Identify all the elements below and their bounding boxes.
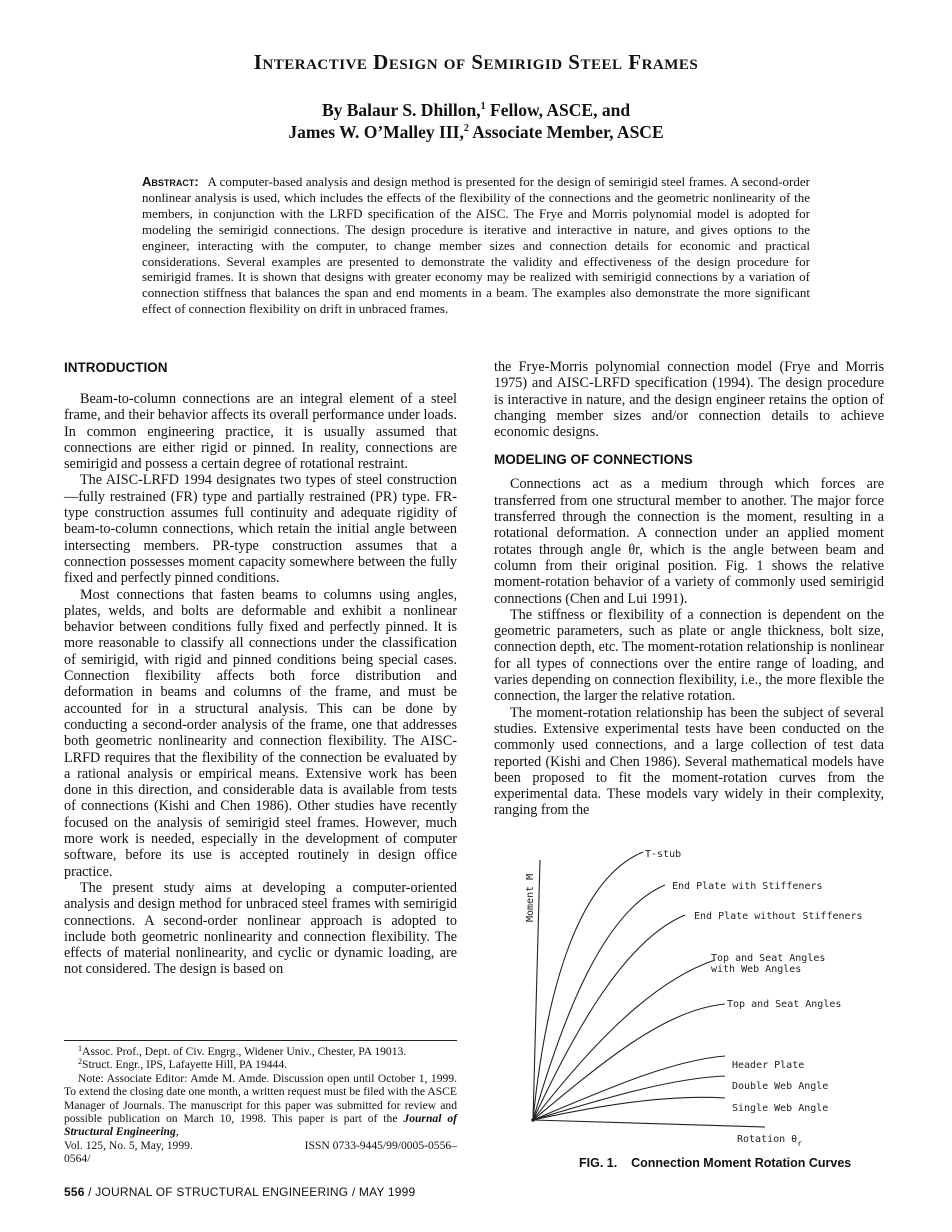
paper-title: Interactive Design of Semirigid Steel Frames	[253, 50, 699, 74]
figure-caption: FIG. 1. Connection Moment Rotation Curves	[579, 1156, 852, 1170]
x-axis	[533, 1120, 765, 1127]
paragraph: Connections act as a medium through which forces are transferred from one structural member to another. The major force transferred through the connection is the moment, resulting in a rotational deformation. A connection under an applied moment rotates through angle θr, which is the angle between beam and column from their original position. Fig. 1 shows the relative moment-rotation behavior of a variety of commonly used semirigid connections (Chen and Lui 1991).	[494, 476, 884, 607]
issn-continuation: 0564/	[64, 1152, 91, 1166]
x-axis-label: Rotation $\theta_r$	[737, 1134, 803, 1148]
y-axis-label: Moment M	[525, 873, 536, 922]
volume-info: Vol. 125, No. 5, May, 1999.	[64, 1138, 193, 1152]
label-top-seat-web-1: Top and Seat Angles	[711, 953, 826, 964]
footnotes	[64, 1045, 457, 1166]
author-block	[0, 99, 952, 143]
footnote-divider	[64, 1040, 457, 1041]
curve-end-plate-without-stiffeners	[533, 915, 685, 1120]
author-line-2: James W. O’Malley III,$^2$ Associate Member, ASCE	[288, 122, 664, 142]
label-header-plate: Header Plate	[732, 1060, 805, 1071]
abstract-label: Abstract:	[142, 174, 199, 189]
curve-end-plate-with-stiffeners	[533, 885, 665, 1120]
label-end-plate-no-stiffeners: End Plate without Stiffeners	[694, 911, 863, 922]
abstract	[142, 174, 810, 317]
label-t-stub: T-stub	[645, 849, 682, 860]
editorial-note: Note: Associate Editor: Amde M. Amde. Discussion open until October 1, 1999. To extend the closing date one month, a written request must be filed with the ASCE Manager of Journals. The manuscript for this paper was submitted for review and possible publication on March 10, 1998. This paper is part of the Journal of Structural Engineering,	[64, 1071, 457, 1139]
label-double-web-angle: Double Web Angle	[732, 1081, 829, 1092]
curve-t-stub	[533, 852, 643, 1120]
label-top-seat: Top and Seat Angles	[727, 999, 842, 1010]
abstract-text: A computer-based analysis and design method is presented for the design of semirigid steel frames. A second-order nonlinear analysis is used, which includes the effects of the flexibility of the connections and the geometric nonlinearity of the members, in conjunction with the LRFD specification of the AISC. The Frye and Morris polynomial model is adopted for modeling the semirigid connections. The design procedure is iterative and interactive in nature, and gives options to the engineer, interacting with the computer, to change member sizes and connection details for economic and practical considerations. Several examples are presented to demonstrate the validity and effectiveness of the design procedure for semirigid frames. It is shown that designs with greater economy may be realized with semirigid connections by a variation of connection stiffness that balances the span and end moments in a beam. The examples also demonstrate the more significant effect of connection flexibility on drift in unbraced frames.	[142, 174, 810, 317]
paragraph: The AISC-LRFD 1994 designates two types of steel construction—fully restrained (FR) type and partially restrained (PR) type. FR-type construction assumes full continuity and adequate rigidity of beam-to-column connections, which retain the initial angle between intersecting members. PR-type construction assumes that a connection possesses moment capacity somewhere between the fully fixed and perfectly pinned conditions.	[64, 472, 457, 587]
author-line-1: By Balaur S. Dhillon,$^1$ Fellow, ASCE, and	[321, 100, 631, 120]
page-footer	[64, 1185, 415, 1199]
issn-row	[64, 1139, 457, 1152]
paragraph: Most connections that fasten beams to columns using angles, plates, welds, and bolts are deformable and exhibit a nonlinear behavior between conditions fully fixed and perfectly pinned. It is more reasonable to classify all connections under the classification of semirigid, with rigid and pinned conditions being special cases. Connection flexibility affects both force distribution and deformation in beams and columns of the frame, and must be accounted for in a structural analysis. This can be done by conducting a second-order analysis of the frame, one that addresses both geometric nonlinearity and connection flexibility. The AISC-LRFD requires that the flexibility of the connection be evaluated by a rational analysis or empirical means. Extensive work has been done in this direction, and considerable data is available from tests of connections (Kishi and Chen 1986). Other studies have recently focused on the analysis of semirigid steel frames. However, much more work is needed, especially in the development of computer software, before its use is accepted routinely in design office practice.	[64, 586, 457, 880]
section-heading-modeling: MODELING OF CONNECTIONS	[494, 452, 693, 468]
issn: ISSN 0733-9445/99/0005-0556–	[304, 1138, 457, 1152]
paragraph-continuation: the Frye-Morris polynomial connection model (Frye and Morris 1975) and AISC-LRFD specification (1994). The design procedure is interactive in nature, and the design engineer retains the option of changing member sizes and/or connection details to achieve economic designs.	[494, 359, 884, 441]
footnote-ref-2: 2	[463, 123, 469, 134]
label-single-web-angle: Single Web Angle	[732, 1103, 829, 1114]
left-column	[64, 360, 457, 978]
section-heading-introduction: INTRODUCTION	[64, 360, 168, 375]
footnote-ref-1: 1	[480, 101, 486, 112]
label-top-seat-web-2: with Web Angles	[711, 964, 802, 975]
figure-1-moment-rotation-chart	[515, 840, 863, 1148]
paragraph: The stiffness or flexibility of a connection is dependent on the geometric parameters, such as plate or angle thickness, bolt size, connection depth, etc. The moment-rotation relationship is nonlinear for all types of connections over the entire range of loading, and varies depending on connection flexibility, i.e., the more flexible the connection, the larger the relative rotation.	[494, 606, 884, 705]
paragraph: The moment-rotation relationship has been the subject of several studies. Extensive experimental tests have been conducted on the commonly used connections, and a large collection of test data reported (Kishi and Chen 1986). Several mathematical models have been proposed to fit the moment-rotation curves from the experimental data. These models vary widely in their complexity, ranging from the	[494, 704, 884, 819]
right-column	[494, 359, 884, 819]
chart-svg	[515, 840, 863, 1148]
journal-running-head: / JOURNAL OF STRUCTURAL ENGINEERING / MAY 1999	[84, 1185, 416, 1199]
page-number: 556	[64, 1185, 85, 1199]
curve-header-plate	[533, 1056, 725, 1120]
curve-single-web-angle	[533, 1097, 725, 1120]
paragraph: The present study aims at developing a computer-oriented analysis and design method for unbraced steel frames with semirigid connections. A second-order nonlinear approach is adopted to include both geometric nonlinearity and connection flexibility. The effects of material nonlinearity, and cyclic or dynamic loading, are not considered. The design is based on	[64, 879, 457, 978]
footnote-1: $^1$Assoc. Prof., Dept. of Civ. Engrg., Widener Univ., Chester, PA 19013.	[78, 1044, 407, 1058]
paragraph: Beam-to-column connections are an integral element of a steel frame, and their behavior affects its overall performance under loads. In common engineering practice, it is usually assumed that connections are either rigid or pinned. In reality, connections are semirigid and possess a certain degree of rotational restraint.	[64, 391, 457, 473]
curve-top-seat-web-angles	[533, 960, 715, 1120]
label-end-plate-stiffeners: End Plate with Stiffeners	[672, 881, 823, 892]
origin-point	[531, 1118, 535, 1122]
footnote-2: $^2$Struct. Engr., IPS, Lafayette Hill, PA 19444.	[78, 1057, 288, 1072]
journal-name: Journal of Structural Engineering	[64, 1112, 457, 1139]
